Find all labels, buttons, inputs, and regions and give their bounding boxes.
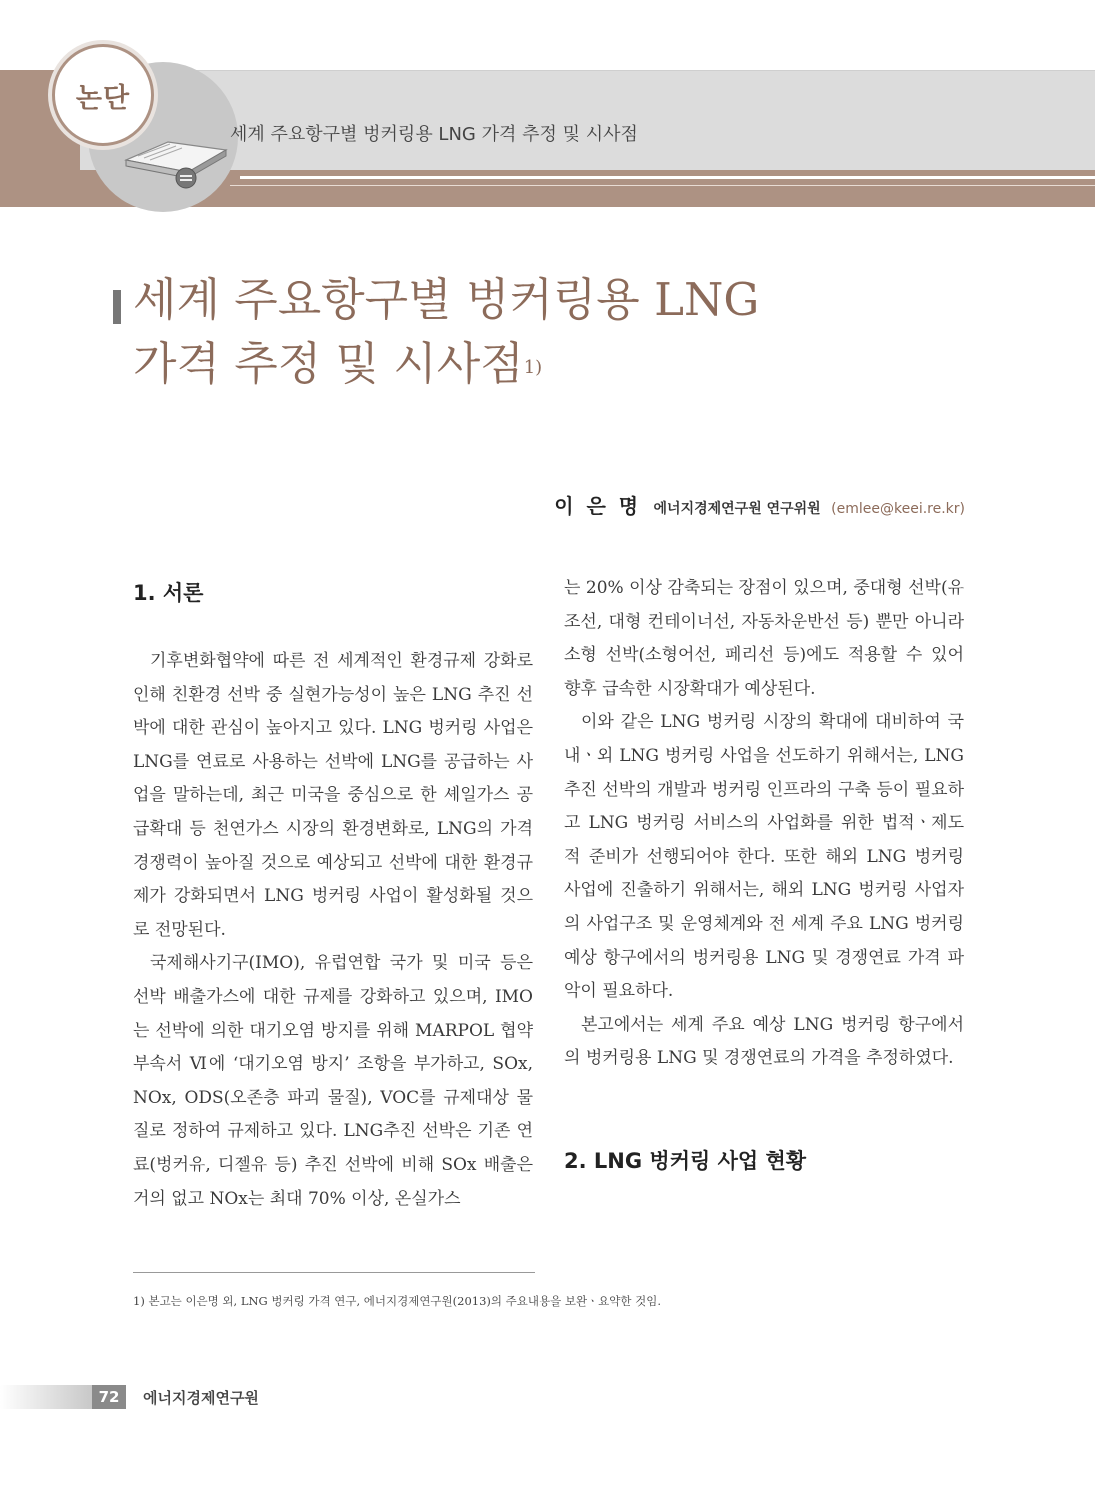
paragraph: 국제해사기구(IMO), 유럽연합 국가 및 미국 등은 선박 배출가스에 대한 규제를 강화하고 있으며, IMO는 선박에 의한 대기오염 방지를 위해 MARPOL 협약 부속서 Ⅵ에 ‘대기오염 방지’ 조항을 부가하고, SOx, NOx, ODS(오존층 파괴 물질), VOC를 규제대상 물질로 정하여 규제하고 있다. LNG추진 선박은 기존 연료(벙커유, 디젤유 등) 추진 선박에 비해 SOx 배출은 거의 없고 NOx는 최대 70% 이상, 온실가스 [133, 953, 533, 1209]
author-name: 이 은 명 [554, 494, 642, 518]
author-affiliation: 에너지경제연구원 연구위원 [653, 501, 821, 517]
running-title: 세계 주요항구별 벙커링용 LNG 가격 추정 및 시사점 [230, 124, 638, 145]
article-title-line1: 세계 주요항구별 벙커링용 LNG [133, 273, 760, 326]
article-title-line2: 가격 추정 및 시사점 [133, 337, 524, 390]
section-heading-lng-bunkering: 2. LNG 벙커링 사업 현황 [564, 1149, 807, 1173]
paragraph: 이와 같은 LNG 벙커링 시장의 확대에 대비하여 국내ㆍ외 LNG 벙커링 사업을 선도하기 위해서는, LNG추진 선박의 개발과 벙커링 인프라의 구축 등이 필요하고 LNG 벙커링 서비스의 사업화를 위한 법적ㆍ제도적 준비가 선행되어야 한다. 또한 해외 LNG 벙커링 사업에 진출하기 위해서는, 해외 LNG 벙커링 사업자의 사업구조 및 운영체계와 전 세계 주요 LNG 벙커링 예상 항구에서의 벙커링용 LNG 및 경쟁연료 가격 파악이 필요하다. [564, 712, 964, 1002]
paragraph: 본고에서는 세계 주요 예상 LNG 벙커링 항구에서의 벙커링용 LNG 및 경쟁연료의 가격을 추정하였다. [564, 1014, 964, 1069]
author-email: (emlee@keei.re.kr) [831, 501, 965, 517]
section-badge-label: 논단 [75, 82, 131, 114]
right-column [564, 572, 964, 1076]
paragraph: 는 20% 이상 감축되는 장점이 있으며, 중대형 선박(유조선, 대형 컨테이너선, 자동차운반선 등) 뿐만 아니라 소형 선박(소형어선, 페리선 등)에도 적용할 수 있어 향후 급속한 시장확대가 예상된다. [564, 578, 964, 699]
header-divider [240, 176, 1095, 179]
footnote-rule [133, 1272, 535, 1273]
page-footer-gradient [0, 1385, 92, 1409]
title-marker [113, 290, 121, 324]
page-number: 72 [92, 1385, 126, 1409]
section-heading-intro: 1. 서론 [133, 581, 204, 605]
paragraph: 기후변화협약에 따른 전 세계적인 환경규제 강화로 인해 친환경 선박 중 실현가능성이 높은 LNG 추진 선박에 대한 관심이 높아지고 있다. LNG 벙커링 사업은 LNG를 연료로 사용하는 선박에 LNG를 공급하는 사업을 말하는데, 최근 미국을 중심으로 한 셰일가스 공급확대 등 천연가스 시장의 환경변화로, LNG의 가격경쟁력이 높아질 것으로 예상되고 선박에 대한 환경규제가 강화되면서 LNG 벙커링 사업이 활성화될 것으로 전망된다. [133, 651, 533, 940]
header-divider-thin [230, 185, 1095, 186]
footnote: 1) 본고는 이은명 외, LNG 벙커링 가격 연구, 에너지경제연구원(2013)의 주요내용을 보완ㆍ요약한 것임. [133, 1294, 662, 1308]
footer-organization: 에너지경제연구원 [143, 1389, 259, 1407]
author-line [554, 490, 965, 519]
left-column [133, 645, 533, 1216]
title-footnote-mark: 1) [523, 357, 543, 378]
article-title [133, 268, 759, 396]
section-badge [52, 44, 154, 146]
